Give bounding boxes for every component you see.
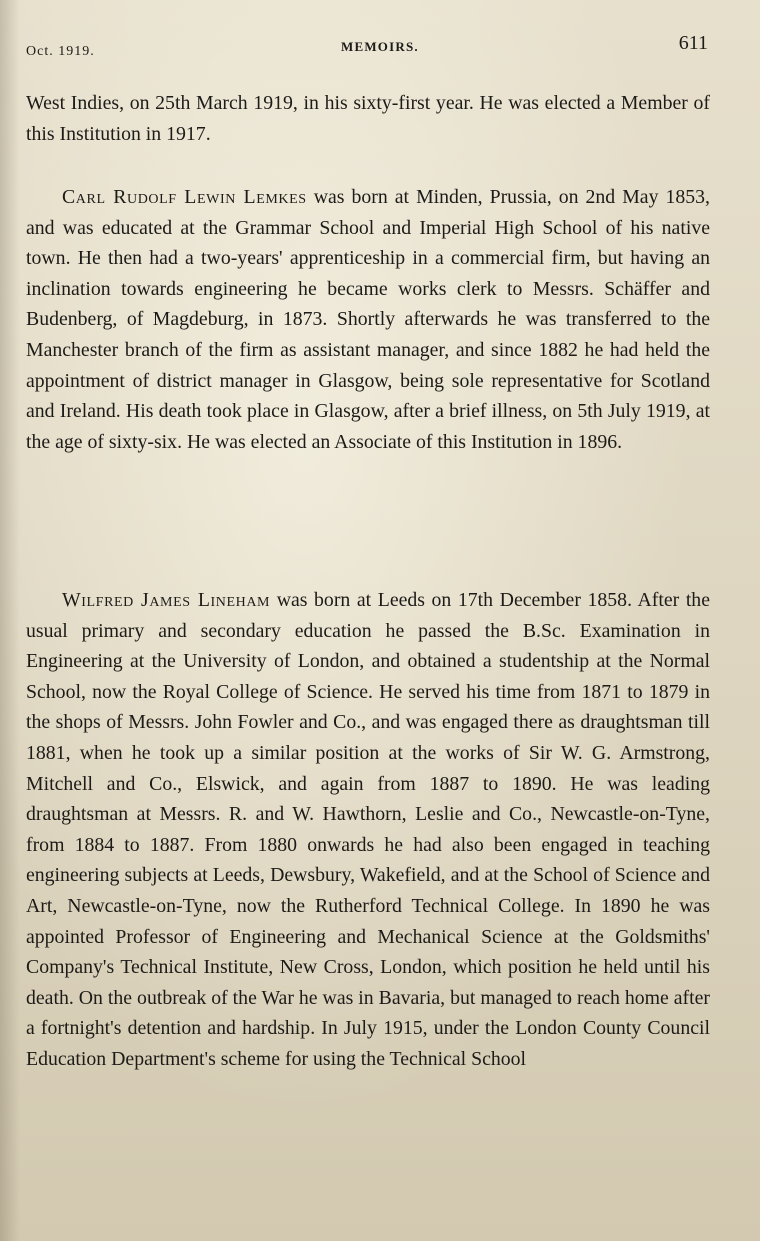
memoir-name-lemkes: Carl Rudolf Lewin Lemkes [62,186,307,208]
header-date: Oct. 1919. [26,44,95,59]
memoir-text-lineham: was born at Leeds on 17th December 1858. After the usual primary and secondary education he passed the B.Sc. Examination in Engineering at the University of London, and obtained a studentship at the Normal School, now the Royal College of Science. He served his time from 1871 to 1879 in the shops of Messrs. John Fowler and Co., and was engaged there as draughtsman till 1881, when he took up a similar position at the works of Sir W. G. Armstrong, Mitchell and Co., Elswick, and again from 1887 to 1890. He was leading draughtsman at Messrs. R. and W. Hawthorn, Leslie and Co., Newcastle-on-Tyne, from 1884 to 1887. From 1880 onwards he had also been engaged in teaching engineering subjects at Leeds, Dewsbury, Wakefield, and at the School of Science and Art, Newcastle-on-Tyne, now the Rutherford Technical College. In 1890 he was appointed Professor of Engineering and Mechanical Science at the Goldsmiths' Company's Technical Institute, New Cross, London, which position he held until his death. On the outbreak of the War he was in Bavaria, but managed to reach home after a fortnight's detention and hardship. In July 1915, under the London County Council Education Department's scheme for using the Technical School [26,589,710,1070]
memoir-text-lemkes: was born at Minden, Prussia, on 2nd May 1853, and was educated at the Grammar School and Imperial High School of his native town. He then had a two-years' apprenticeship in a commercial firm, but having an inclination towards engineering he became works clerk to Messrs. Schäffer and Budenberg, of Magdeburg, in 1873. Shortly afterwards he was transferred to the Manchester branch of the firm as assistant manager, and since 1882 he had held the appointment of district manager in Glasgow, being sole representative for Scotland and Ireland. His death took place in Glasgow, after a brief illness, on 5th July 1919, at the age of sixty-six. He was elected an Associate of this Institution in 1896. [26,186,710,453]
memoir-lineham [26,585,710,1075]
memoir-name-lineham: Wilfred James Lineham [62,589,271,611]
binding-shadow [0,0,20,1241]
page-number: 611 [678,32,708,54]
header-section-title: MEMOIRS. [341,39,419,54]
paragraph-continuation: West Indies, on 25th March 1919, in his sixty-first year. He was elected a Member of this Institution in 1917. [26,92,710,145]
running-head [26,30,708,60]
memoir-lemkes [26,182,710,457]
